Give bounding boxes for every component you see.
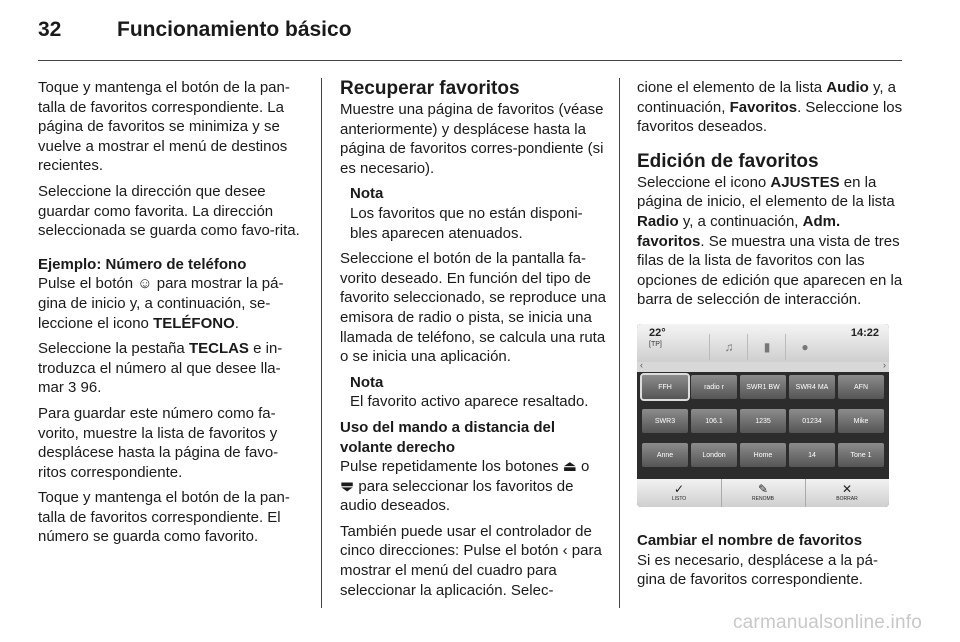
column-divider <box>321 78 322 608</box>
page-reference-icon: 3 <box>68 379 77 397</box>
page-number: 32 <box>38 18 62 41</box>
chevron-right-icon: › <box>883 360 886 370</box>
note <box>350 184 606 243</box>
music-note-icon: ♫ <box>709 334 748 360</box>
note-title: Nota <box>350 373 384 391</box>
paragraph: También puede usar el controlador de cinco direcciones: Pulse el botón ‹ para mostrar el menú del cuadro para seleccionar la aplicación. Selec- <box>340 522 602 599</box>
column-3 <box>637 78 903 316</box>
delete-label: BORRAR <box>836 496 858 502</box>
favorite-button[interactable]: 106.1 <box>691 409 737 433</box>
favorite-button[interactable]: Mike <box>838 409 884 433</box>
column-1 <box>38 78 306 553</box>
status-bar <box>637 324 889 362</box>
page-title: Funcionamiento básico <box>117 18 352 41</box>
rename-label: RENOMB <box>752 496 774 502</box>
done-button[interactable] <box>637 479 722 507</box>
phone-icon: ▮ <box>747 334 786 360</box>
temperature: 22° <box>649 327 666 339</box>
note-text: El favorito activo aparece resaltado. <box>350 393 589 411</box>
favorite-button[interactable]: AFN <box>838 375 884 399</box>
chevron-left-icon: ‹ <box>640 360 643 370</box>
note <box>350 373 606 412</box>
favorite-button[interactable]: 01234 <box>789 409 835 433</box>
check-icon: ✓ <box>673 482 685 496</box>
done-label: LISTO <box>671 496 687 502</box>
favorite-button[interactable]: FFH <box>642 375 688 399</box>
section-heading: Recuperar favoritos <box>340 78 520 99</box>
paragraph: Toque y mantenga el botón de la pan-talla de favoritos correspondiente. La página de favoritos se minimiza y se vuelve a mostrar el menú de destinos recientes. <box>38 79 290 175</box>
paragraph: Toque y mantenga el botón de la pan-talla de favoritos correspondiente. El número se guarda como favorito. <box>38 489 290 546</box>
close-icon: ✕ <box>841 482 853 496</box>
paragraph: Muestre una página de favoritos (véase anteriormente) y desplácese hasta la página de favoritos corres-pondiente (si es necesario). <box>340 101 604 177</box>
paragraph: Pulse repetidamente los botones ⏏ o ⏏ para seleccionar los favoritos de audio deseados. <box>340 458 590 515</box>
paragraph: cione el elemento de la lista Audio y, a continuación, Favoritos. Seleccione los favoritos deseados. <box>637 79 903 136</box>
clock: 14:22 <box>850 327 879 339</box>
pencil-icon: ✎ <box>757 482 769 496</box>
paragraph: Para guardar este número como fa-vorito, muestre la lista de favoritos y desplácese hasta la página de favo-ritos correspondiente. <box>38 404 279 481</box>
down-arrow-icon: ⏏ <box>340 478 355 496</box>
settings-icon: ● <box>785 334 824 360</box>
delete-button[interactable] <box>805 479 889 507</box>
subsection-heading: Cambiar el nombre de favoritos <box>637 532 863 549</box>
favorite-button[interactable]: radio r <box>691 375 737 399</box>
page-nav-bar <box>637 362 889 372</box>
display <box>637 324 889 507</box>
paragraph: Seleccione el icono AJUSTES en la página de inicio, el elemento de la lista Radio y, a continuación, Adm. favoritos. Se muestra una vista de tres filas de la lista de favoritos con las opciones de edición que aparecen en la barra de selección de interacción. <box>637 173 903 309</box>
paragraph: Si es necesario, desplácese a la pá-gina de favoritos correspondiente. <box>637 551 878 589</box>
example-heading: Ejemplo: Número de teléfono <box>38 255 247 273</box>
note-text: Los favoritos que no están disponi-bles aparecen atenuados. <box>350 204 583 242</box>
home-icon: ☺ <box>137 275 153 293</box>
favorite-button[interactable]: Tone 1 <box>838 443 884 467</box>
chevron-left-icon: ‹ <box>562 542 568 560</box>
paragraph: Seleccione la pestaña TECLAS e in-troduzca el número al que desee lla-mar 3 96. <box>38 340 283 397</box>
favorites-screen-illustration <box>622 316 902 516</box>
paragraph: Seleccione la dirección que desee guardar como favorita. La dirección seleccionada se guarda como favo-rita. <box>38 182 300 240</box>
paragraph: Seleccione el botón de la pantalla fa-vorito deseado. En función del tipo de favorito seleccionado, se reproduce una emisora de radio o pista, se inicia una llamada de teléfono, se calcula una ruta o se inicia una aplicación. <box>340 250 607 366</box>
favorite-button[interactable]: SWR3 <box>642 409 688 433</box>
paragraph: Pulse el botón ☺ para mostrar la pá-gina de inicio y, a continuación, se-leccione el icono TELÉFONO. <box>38 275 284 332</box>
favorite-button[interactable]: Home <box>740 443 786 467</box>
favorite-button[interactable]: 1235 <box>740 409 786 433</box>
rename-button[interactable] <box>721 479 806 507</box>
note-title: Nota <box>350 185 384 203</box>
favorite-button[interactable]: SWR1 BW <box>740 375 786 399</box>
favorite-button[interactable]: SWR4 MA <box>789 375 835 399</box>
column-3-bottom <box>637 531 903 596</box>
watermark: carmanualsonline.info <box>732 612 922 633</box>
interaction-bar <box>637 479 889 507</box>
favorite-button[interactable]: London <box>691 443 737 467</box>
header-rule <box>38 60 902 61</box>
tp-indicator: [TP] <box>649 341 662 348</box>
favorite-button[interactable]: 14 <box>789 443 835 467</box>
favorite-button[interactable]: Anne <box>642 443 688 467</box>
section-heading: Edición de favoritos <box>637 150 819 172</box>
subsection-heading: Uso del mando a distancia del volante derecho <box>340 418 556 456</box>
column-divider <box>619 78 620 608</box>
up-arrow-icon: ⏏ <box>562 458 577 476</box>
column-2 <box>340 78 606 606</box>
